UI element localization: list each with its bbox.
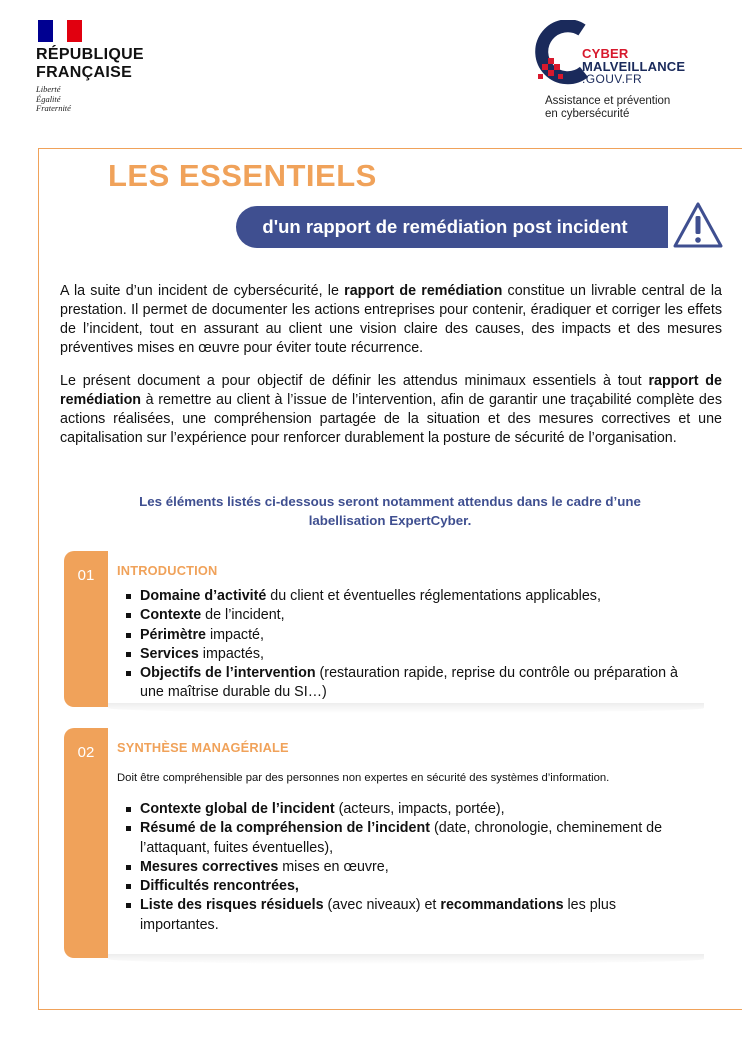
bold-text: Services (140, 645, 199, 662)
subtitle-text: d'un rapport de remédiation post incident (262, 216, 628, 237)
list-item (124, 896, 694, 935)
bold-text: Contexte (140, 607, 202, 624)
section-number: 02 (77, 744, 95, 761)
list-item (124, 606, 694, 625)
bold-text: recommandations (440, 897, 564, 914)
bold-text: Difficultés rencontrées, (140, 878, 299, 895)
section-title: SYNTHÈSE MANAGÉRIALE (117, 740, 289, 755)
text-run: A la suite d’un incident de cybersécurité, le (60, 283, 345, 299)
list-item (124, 819, 694, 858)
list-item (124, 626, 694, 645)
list-item (124, 664, 694, 703)
cybermalveillance-logo (534, 20, 734, 125)
marianne-flag-icon (38, 20, 82, 42)
cm-tagline (545, 95, 670, 120)
text-run: de l’incident, (201, 607, 285, 624)
text-run: impacté, (205, 626, 264, 643)
section-introduction (64, 551, 704, 707)
cm-line-gouv: .GOUV.FR (582, 72, 643, 86)
bold-text: rapport de remédiation (344, 283, 503, 299)
subtitle-banner (236, 206, 668, 248)
text-run: (restauration rapide, reprise du contrôle ou préparation à une maîtrise durable du SI…) (140, 665, 678, 701)
cm-tagline-2: en cybersécurité (545, 107, 630, 120)
motto-fraternite: Fraternité (36, 103, 71, 113)
bold-text: Domaine d’activité (140, 588, 267, 604)
text-run: mises en œuvre, (278, 858, 389, 875)
text-run: (acteurs, impacts, portée), (334, 801, 505, 817)
section-title: INTRODUCTION (117, 563, 218, 578)
section-list (124, 800, 694, 935)
intro-paragraph-2 (60, 372, 722, 448)
bold-text: Mesures correctives (140, 858, 279, 875)
text-run: du client et éventuelles réglementations applicables, (266, 588, 601, 604)
motto-egalite: Égalité (36, 93, 61, 104)
text-run: (avec niveaux) et (323, 897, 441, 914)
bold-text: Objectifs de l’intervention (140, 665, 316, 682)
text-run: (date, chronologie, cheminement de l’attaquant, fuites éventuelles), (140, 820, 663, 856)
page-title: LES ESSENTIELS (108, 158, 377, 193)
cm-tagline-1: Assistance et prévention (545, 95, 671, 107)
note-line-1: Les éléments listés ci-dessous seront notamment attendus dans le cadre d’une (139, 494, 641, 509)
section-list (124, 587, 694, 703)
list-item (124, 800, 694, 819)
cm-line-malveillance: MALVEILLANCE (582, 59, 686, 74)
labellisation-note (90, 492, 690, 530)
republique-francaise-logo (36, 20, 186, 114)
text-run: à remettre au client à l’issue de l’intervention, afin de garantir une traçabilité complète des actions réalisées, une compréhension partagée de la situation et des mesures correctives et une capitalisation sur l’expérience pour renforcer durablement la posture de sécurité de l’organisation. (60, 392, 722, 446)
bold-text: rapport de remédiation (60, 373, 722, 408)
rf-motto (36, 85, 186, 114)
section-number: 01 (77, 567, 95, 584)
warning-triangle-icon (672, 200, 724, 250)
note-line-2: labellisation ExpertCyber. (308, 513, 472, 528)
bold-text: Périmètre (140, 626, 206, 643)
section-synthese-manageriale (64, 728, 704, 958)
section-shadow (108, 703, 704, 713)
motto-liberte: Liberté (36, 84, 61, 94)
bold-text: Contexte global de l’incident (140, 801, 335, 817)
list-item (124, 645, 694, 664)
rf-name-line2: FRANÇAISE (36, 64, 133, 81)
list-item (124, 858, 694, 877)
text-run: impactés, (198, 645, 264, 662)
section-band (64, 728, 108, 958)
list-item (124, 587, 694, 606)
text-run: Le présent document a pour objectif de définir les attendus minimaux essentiels à tout (60, 373, 649, 389)
rf-name-line1: RÉPUBLIQUE (36, 46, 144, 63)
bold-text: Résumé de la compréhension de l’incident (140, 820, 430, 837)
bold-text: Liste des risques résiduels (140, 897, 324, 914)
intro-paragraph-1 (60, 282, 722, 358)
text-run: les plus importantes. (140, 897, 616, 933)
section-shadow (108, 954, 704, 964)
section-description: Doit être compréhensible par des personnes non expertes en sécurité des systèmes d’information. (117, 772, 610, 784)
text-run: constitue un livrable central de la prestation. Il permet de documenter les actions entreprises pour contenir, éradiquer et corriger les effets de l’incident, tout en assurant au client une vision claire des causes, des impacts et des mesures préventives mises en œuvre pour éviter toute récurrence. (60, 283, 723, 356)
cm-line-cyber: CYBER (582, 46, 629, 61)
list-item (124, 877, 694, 896)
